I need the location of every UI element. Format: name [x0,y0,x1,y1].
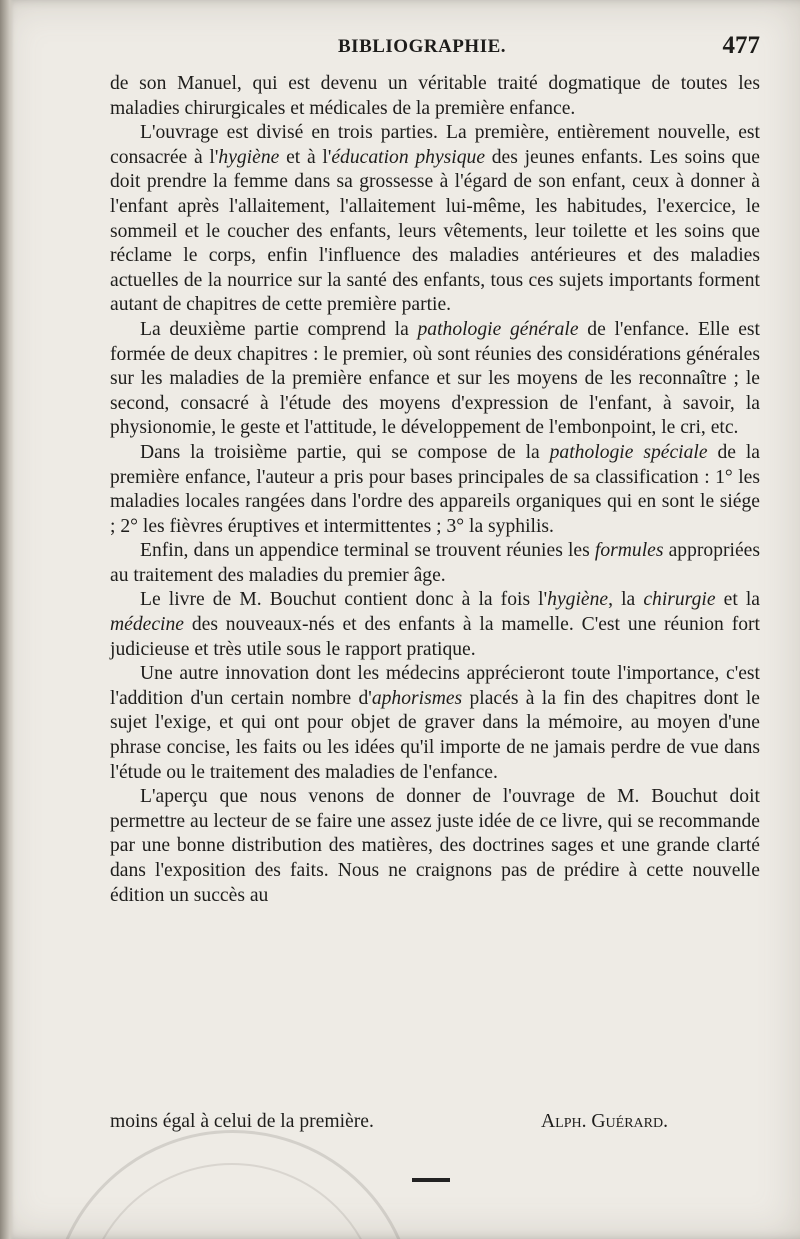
paragraph [110,539,760,588]
text-run: Une autre innovation dont les médecins apprécieront toute l'importance, c'est l'addition d'un certain nombre d' [110,663,760,709]
italic-term: médecine [110,614,184,636]
text-run: des nouveaux-nés et des enfants à la mamelle. C'est une réunion fort judicieuse et très utile sous le rapport pratique. [110,614,760,660]
text-run: et la [715,589,761,611]
italic-term: pathologie générale [417,318,579,340]
author-signature: Alph. Guérard. [541,1111,669,1132]
text-run: de son Manuel, qui est devenu un véritable traité dogmatique de toutes les maladies chirurgicales et médicales de la première enfance. [110,73,760,119]
text-run: Dans la troisième partie, qui se compose de la [140,441,550,463]
text-run: et à l' [279,146,332,168]
text-run: placés à la fin des chapitres dont le sujet l'exige, et qui ont pour objet de graver dans la mémoire, au moyen d'une phrase concise, les faits ou les idées qu'il importe de ne jamais perdre de vue dans l'étude ou le traitement des maladies de l'enfance. [110,687,761,783]
text-run: L'aperçu que nous venons de donner de l'ouvrage de M. Bouchut doit permettre au lecteur de se faire une assez juste idée de ce livre, qui se recommande par une bonne distribution des matières, des doctrines sages et une grande clarté dans l'exposition des faits. Nous ne craignons pas de prédire à cette nouvelle édition un succès au [110,786,760,906]
library-stamp [50,1130,416,1239]
paragraph [110,318,760,441]
text-run: , la [608,589,644,611]
italic-term: aphorismes [371,687,463,709]
library-stamp-inner-ring [83,1163,381,1239]
running-head [110,32,760,66]
closing-sentence: moins égal à celui de la première. [110,1111,374,1132]
text-run: Le livre de M. Bouchut contient donc à la fois l' [140,589,548,611]
paragraph [110,121,760,318]
italic-term: pathologie spéciale [549,441,708,463]
paragraph [110,441,760,539]
text-run: de la première enfance, l'auteur a pris pour bases principales de sa classification : 1° les maladies locales rangées dans l'ordre des appareils organiques qui en sont le siége ; 2° les fièvres éruptives et intermittentes ; 3° la syphilis. [110,441,760,537]
text-run: L'ouvrage est divisé en trois parties. La première, entièrement nouvelle, est consacrée à l' [110,122,760,168]
italic-term: formules [594,540,664,562]
italic-term: hygiène [547,589,609,611]
text-run: des jeunes enfants. Les soins que doit prendre la femme dans sa grossesse à l'égard de son enfant, ceux à donner à l'enfant après l'allaitement, l'allaitement lui-même, les habitudes, l'exercice, le sommeil et le coucher des enfants, leurs vêtements, leur toilette et les soins que réclame le corps, enfin l'influence des maladies antérieures et des maladies actuelles de la nourrice sur la santé des enfants, tous ces sujets importants forment autant de chapitres de cette première partie. [110,146,760,316]
italic-term: chirurgie [643,589,716,611]
page-spine-shadow [0,0,14,1239]
text-run: Enfin, dans un appendice terminal se trouvent réunies les [140,540,595,562]
running-title: BIBLIOGRAPHIE. [338,36,507,57]
italic-term: éducation physique [331,146,486,168]
paragraph [110,588,760,662]
paragraph [110,72,760,121]
article-body [110,72,760,908]
paragraph [110,662,760,785]
text-run: La deuxième partie comprend la [140,318,418,340]
italic-term: hygiène [218,146,280,168]
end-rule [412,1178,450,1182]
page-number: 477 [722,32,760,59]
text-run: de l'enfance. Elle est formée de deux chapitres : le premier, où sont réunies des considérations générales sur les maladies de la première enfance et sur les moyens de les reconnaître ; le second, consacré à l'étude des moyens d'expression de l'enfant, à savoir, la physionomie, le geste et l'attitude, le développement de l'embonpoint, le cri, etc. [110,318,760,439]
text-run: appropriées au traitement des maladies du premier âge. [110,540,760,586]
paragraph [110,785,760,908]
